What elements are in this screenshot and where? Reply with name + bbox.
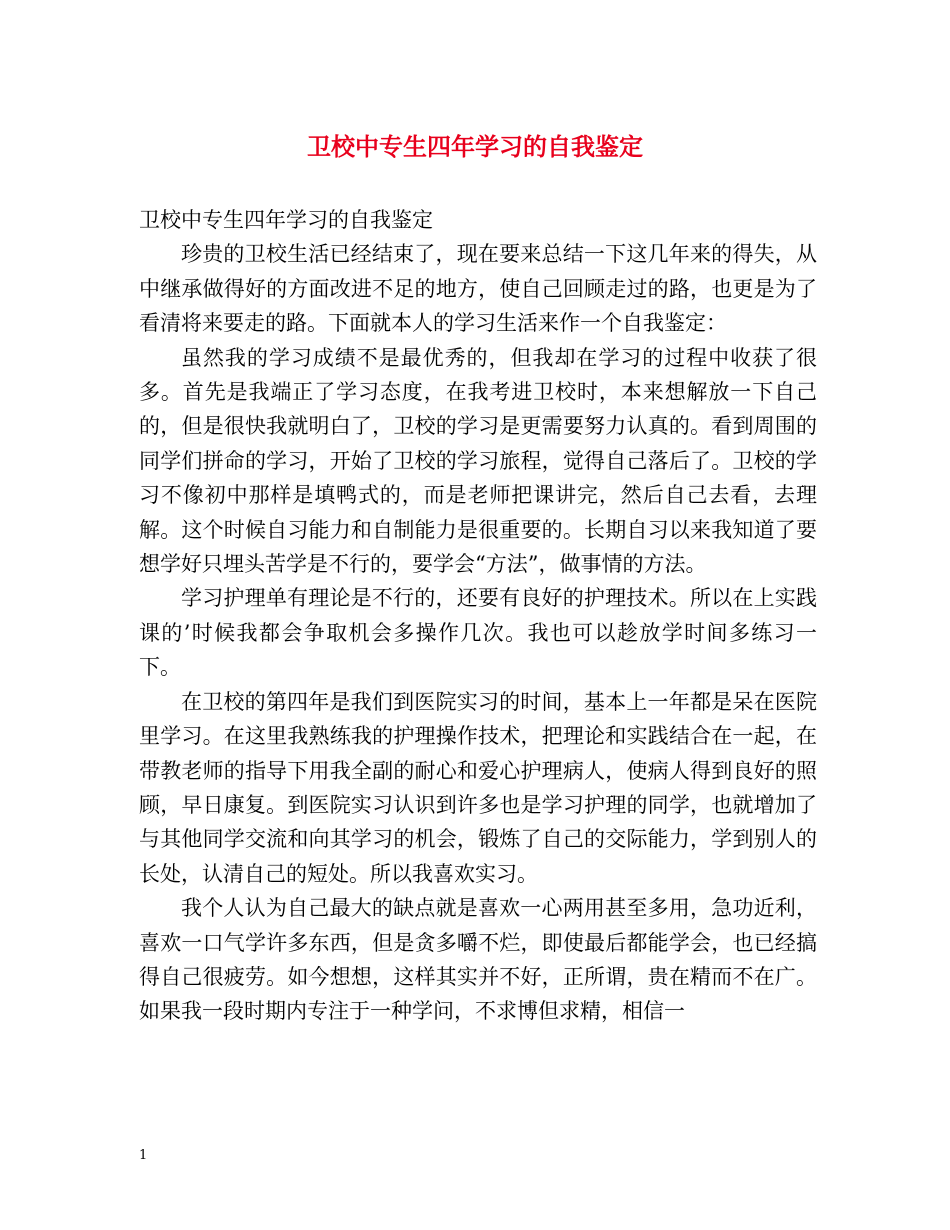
paragraph-3: 学习护理单有理论是不行的，还要有良好的护理技术。所以在上实践课的’时候我都会争取机会多操作几次。我也可以趁放学时间多练习一下。 bbox=[139, 586, 817, 680]
document-body bbox=[139, 203, 817, 1029]
document-subtitle: 卫校中专生四年学习的自我鉴定 bbox=[139, 208, 433, 232]
paragraph-4: 在卫校的第四年是我们到医院实习的时间，基本上一年都是呆在医院里学习。在这里我熟练我的护理操作技术，把理论和实践结合在一起，在带教老师的指导下用我全副的耐心和爱心护理病人，使病人得到良好的照顾，早日康复。到医院实习认识到许多也是学习护理的同学，也就增加了与其他同学交流和向其学习的机会，锻炼了自己的交际能力，学到别人的长处，认清自己的短处。所以我喜欢实习。 bbox=[139, 689, 817, 886]
paragraph-2: 虽然我的学习成绩不是最优秀的，但我却在学习的过程中收获了很多。首先是我端正了学习态度，在我考进卫校时，本来想解放一下自己的，但是很快我就明白了，卫校的学习是更需要努力认真的。看到周围的同学们拼命的学习，开始了卫校的学习旅程，觉得自己落后了。卫校的学习不像初中那样是填鸭式的，而是老师把课讲完，然后自己去看，去理解。这个时候自习能力和自制能力是很重要的。长期自习以来我知道了要想学好只埋头苦学是不行的，要学会“方法”，做事情的方法。 bbox=[139, 345, 817, 577]
document-title: 卫校中专生四年学习的自我鉴定 bbox=[307, 132, 643, 161]
paragraph-1: 珍贵的卫校生活已经结束了，现在要来总结一下这几年来的得失，从中继承做得好的方面改进不足的地方，使自己回顾走过的路，也更是为了看清将来要走的路。下面就本人的学习生活来作一个自我鉴定： bbox=[139, 242, 817, 336]
paragraph-5: 我个人认为自己最大的缺点就是喜欢一心两用甚至多用，急功近利，喜欢一口气学许多东西，但是贪多嚼不烂，即使最后都能学会，也已经搞得自己很疲劳。如今想想，这样其实并不好，正所谓，贵在精而不在广。如果我一段时期内专注于一种学问，不求博但求精，相信一 bbox=[139, 896, 817, 1024]
page-number: 1 bbox=[139, 1148, 148, 1163]
